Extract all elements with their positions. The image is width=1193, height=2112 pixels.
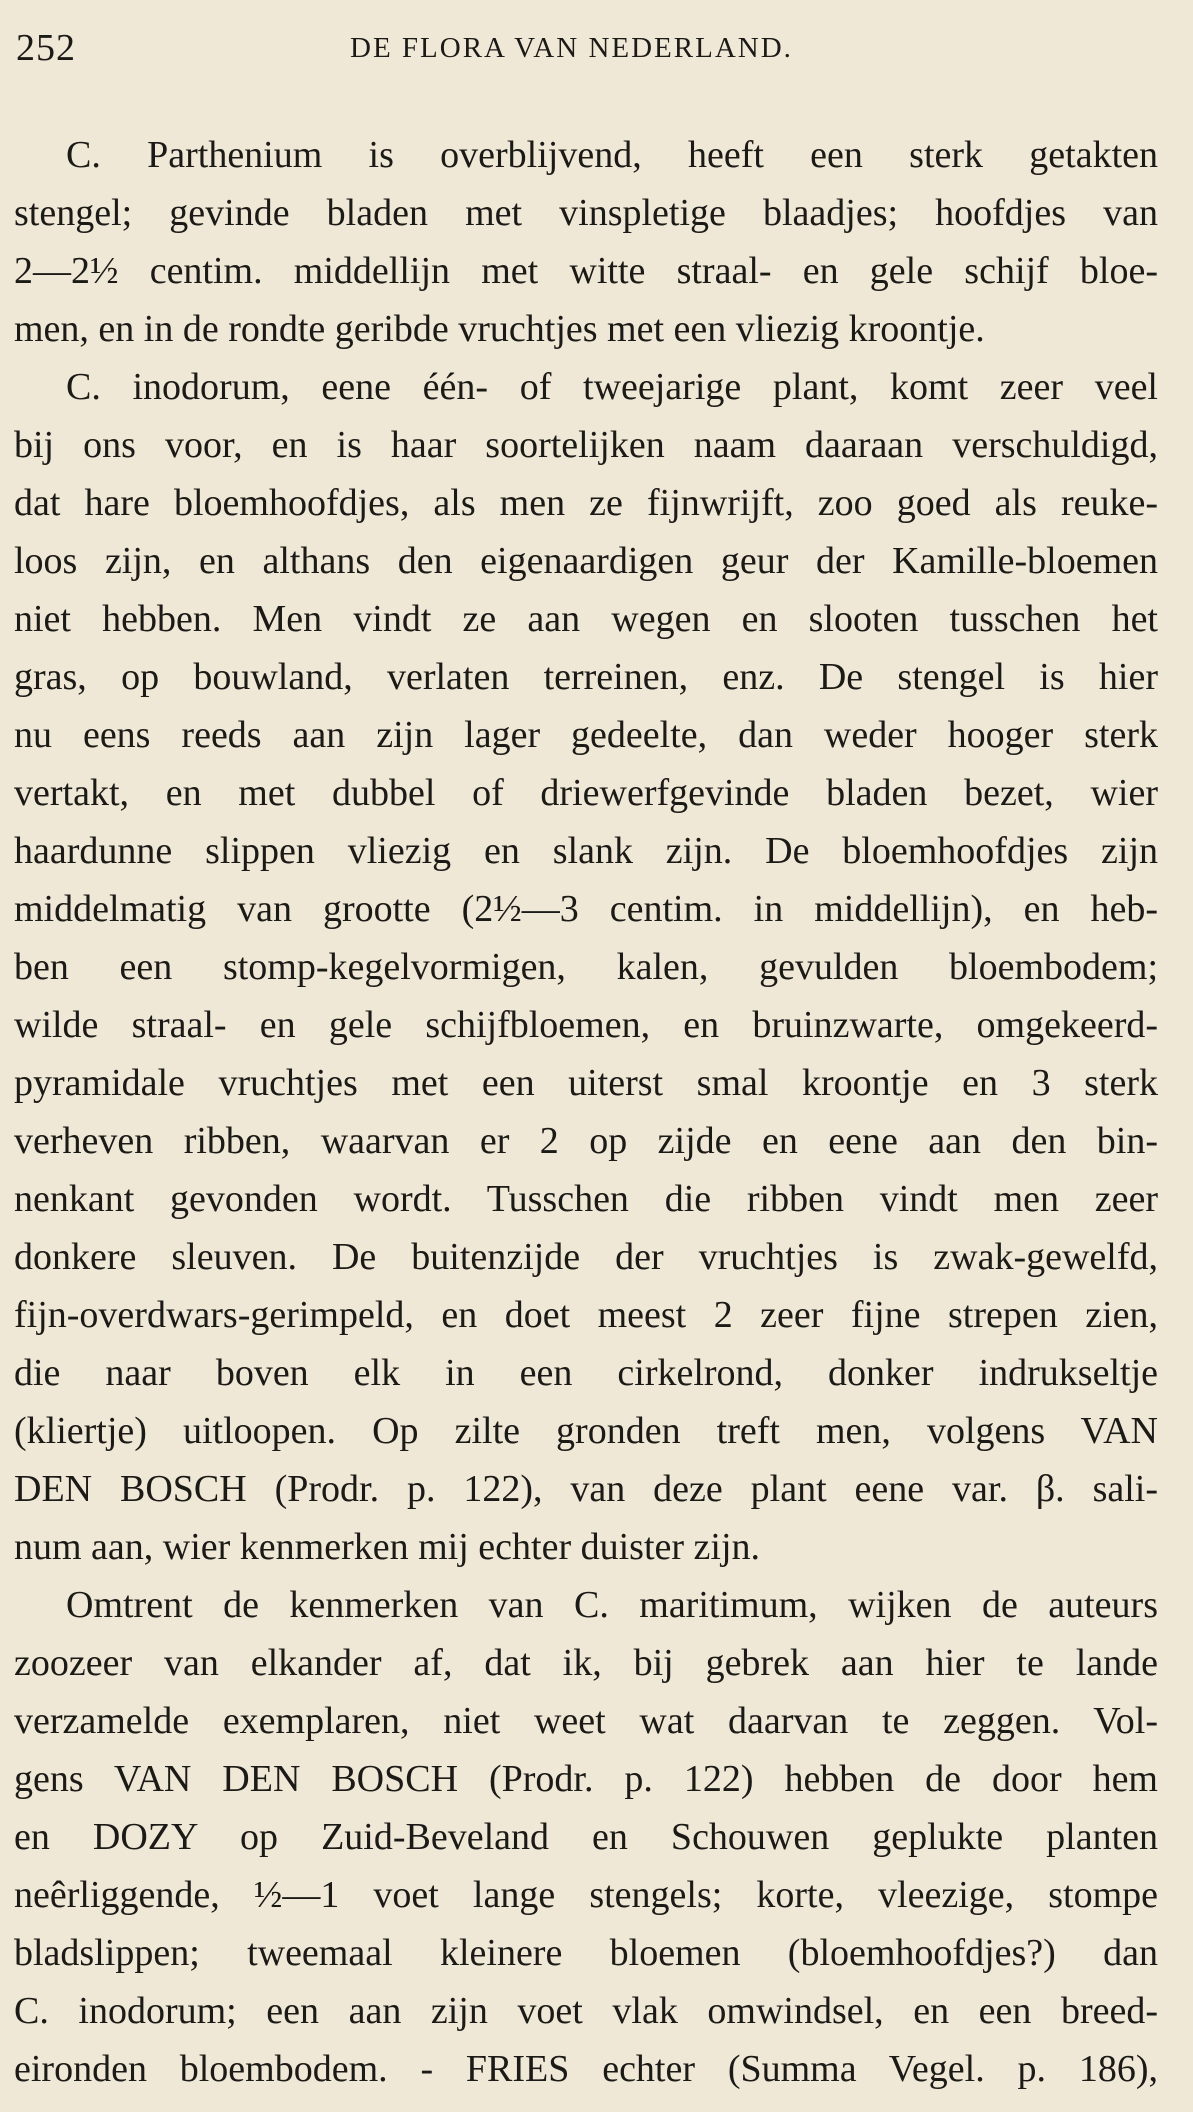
- body-text: [14, 126, 1158, 2098]
- running-title: DE FLORA VAN NEDERLAND.: [350, 32, 793, 64]
- text-line: ben een stomp-kegelvormigen, kalen, gevulden bloembodem;: [14, 946, 1158, 988]
- text-line: dat hare bloemhoofdjes, als men ze fijnwrijft, zoo goed als reuke-: [14, 482, 1158, 524]
- text-line: vertakt, en met dubbel of driewerfgevinde bladen bezet, wier: [14, 772, 1158, 814]
- text-line: stengel; gevinde bladen met vinspletige blaadjes; hoofdjes van: [14, 192, 1158, 234]
- text-line: niet hebben. Men vindt ze aan wegen en slooten tusschen het: [14, 598, 1158, 640]
- text-line: num aan, wier kenmerken mij echter duister zijn.: [14, 1526, 761, 1568]
- text-line: C. Parthenium is overblijvend, heeft een sterk getakten: [66, 134, 1158, 176]
- running-head: [14, 18, 1158, 74]
- text-line: (kliertje) uitloopen. Op zilte gronden treft men, volgens VAN: [14, 1410, 1158, 1452]
- text-line: eironden bloembodem. - FRIES echter (Summa Vegel. p. 186),: [14, 2048, 1158, 2090]
- text-line: gens VAN DEN BOSCH (Prodr. p. 122) hebben de door hem: [14, 1758, 1158, 1800]
- text-line: en DOZY op Zuid-Beveland en Schouwen geplukte planten: [14, 1816, 1158, 1858]
- text-line: nenkant gevonden wordt. Tusschen die ribben vindt men zeer: [14, 1178, 1158, 1220]
- text-line: zoozeer van elkander af, dat ik, bij gebrek aan hier te lande: [14, 1642, 1158, 1684]
- text-line: bij ons voor, en is haar soortelijken naam daaraan verschuldigd,: [14, 424, 1158, 466]
- text-line: loos zijn, en althans den eigenaardigen geur der Kamille-bloemen: [14, 540, 1158, 582]
- text-line: pyramidale vruchtjes met een uiterst smal kroontje en 3 sterk: [14, 1062, 1158, 1104]
- text-line: donkere sleuven. De buitenzijde der vruchtjes is zwak-gewelfd,: [14, 1236, 1158, 1278]
- text-line: nu eens reeds aan zijn lager gedeelte, dan weder hooger sterk: [14, 714, 1158, 756]
- text-line: neêrliggende, ½—1 voet lange stengels; korte, vleezige, stompe: [14, 1874, 1158, 1916]
- text-line: C. inodorum, eene één- of tweejarige plant, komt zeer veel: [66, 366, 1158, 408]
- text-line: middelmatig van grootte (2½—3 centim. in middellijn), en heb-: [14, 888, 1158, 930]
- text-line: wilde straal- en gele schijfbloemen, en bruinzwarte, omgekeerd-: [14, 1004, 1158, 1046]
- text-line: DEN BOSCH (Prodr. p. 122), van deze plant eene var. β. sali-: [14, 1468, 1158, 1510]
- text-line: verheven ribben, waarvan er 2 op zijde en eene aan den bin-: [14, 1120, 1158, 1162]
- text-line: C. inodorum; een aan zijn voet vlak omwindsel, en een breed-: [14, 1990, 1158, 2032]
- text-line: bladslippen; tweemaal kleinere bloemen (bloemhoofdjes?) dan: [14, 1932, 1158, 1974]
- text-line: fijn-overdwars-gerimpeld, en doet meest 2 zeer fijne strepen zien,: [14, 1294, 1158, 1336]
- text-line: haardunne slippen vliezig en slank zijn. De bloemhoofdjes zijn: [14, 830, 1158, 872]
- text-line: die naar boven elk in een cirkelrond, donker indrukseltje: [14, 1352, 1158, 1394]
- text-line: verzamelde exemplaren, niet weet wat daarvan te zeggen. Vol-: [14, 1700, 1158, 1742]
- page-number: 252: [16, 27, 76, 69]
- text-line: men, en in de rondte geribde vruchtjes met een vliezig kroontje.: [14, 308, 985, 350]
- text-line: Omtrent de kenmerken van C. maritimum, wijken de auteurs: [66, 1584, 1158, 1626]
- text-line: 2—2½ centim. middellijn met witte straal- en gele schijf bloe-: [14, 250, 1158, 292]
- text-line: gras, op bouwland, verlaten terreinen, enz. De stengel is hier: [14, 656, 1158, 698]
